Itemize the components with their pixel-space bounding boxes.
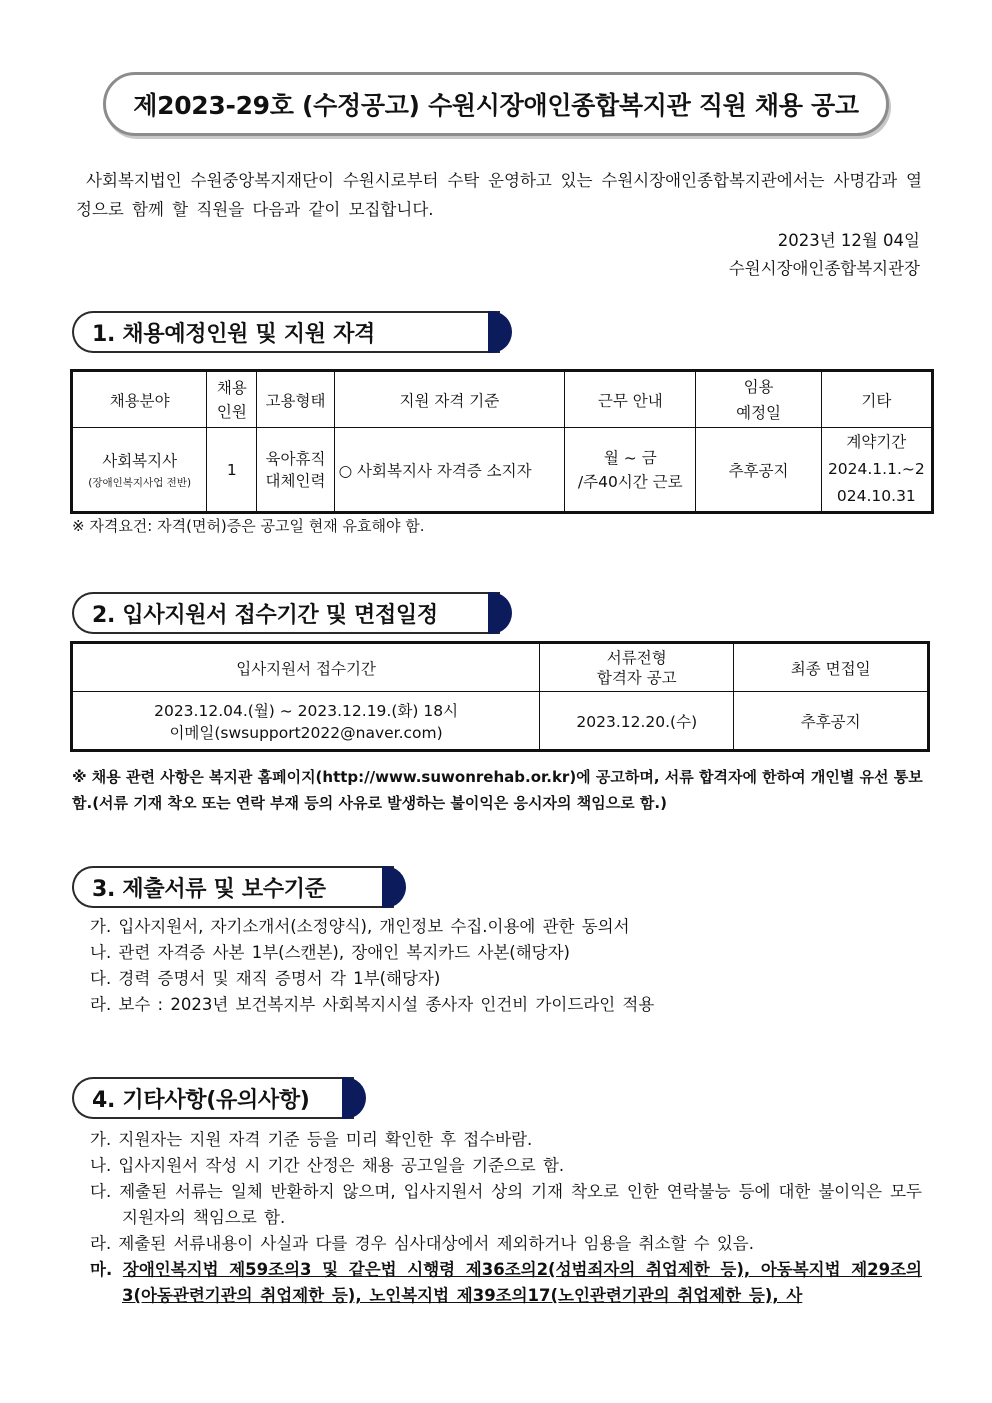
header-qualification: 지원 자격 기준 (334, 372, 565, 428)
header-announce: 서류전형 합격자 공고 (540, 644, 734, 692)
header-interview: 최종 면접일 (734, 644, 928, 692)
cell-start: 추후공지 (696, 428, 821, 512)
cell-field-sub: (장애인복지사업 전반) (88, 477, 192, 489)
section1-note: ※ 자격요건: 자격(면허)증은 공고일 현재 유효해야 함. (72, 517, 425, 535)
list-item-restriction: 마. 장애인복지법 제59조의3 및 같은법 시행령 제36조의2(성범죄자의 취업제한 등), 아동복지법 제29조의3(아동관련기관의 취업제한 등), 노인복지법 제39조의17(노인관련기관의 취업제한 등), 사 (90, 1260, 922, 1305)
recruitment-table (72, 371, 932, 512)
cell-announce: 2023.12.20.(수) (540, 692, 734, 750)
cell-period: 2023.12.04.(월) ~ 2023.12.19.(화) 18시 이메일(swsupport2022@naver.com) (73, 692, 540, 750)
table-row (73, 428, 932, 512)
section4-list (90, 1127, 922, 1309)
header-work: 근무 안내 (565, 372, 696, 428)
cell-type: 육아휴직 대체인력 (257, 428, 334, 512)
intro-paragraph: 사회복지법인 수원중앙복지재단이 수원시로부터 수탁 운영하고 있는 수원시장애인종합복지관에서는 사명감과 열정으로 함께 할 직원을 다음과 같이 모집합니다. (76, 171, 922, 219)
section3-heading: 3. 제출서류 및 보수기준 (72, 866, 394, 908)
cell-count: 1 (207, 428, 257, 512)
list-item: 라. 보수 : 2023년 보건복지부 사회복지시설 종사자 인건비 가이드라인 적용 (90, 995, 655, 1014)
cell-qualification: ○ 사회복지사 자격증 소지자 (334, 428, 565, 512)
section3-list (90, 914, 922, 1018)
cell-field: 사회복지사 (장애인복지사업 전반) (73, 428, 207, 512)
list-item: 가. 입사지원서, 자기소개서(소정양식), 개인정보 수집.이용에 관한 동의서 (90, 917, 630, 936)
cell-etc: 계약기간 2024.1.1.~2 024.10.31 (821, 428, 931, 512)
section2-note: ※ 채용 관련 사항은 복지관 홈페이지(http://www.suwonrehab.or.kr)에 공고하며, 서류 합격자에 한하여 개인별 유선 통보함.(서류 기재 착오 또는 연락 부재 등의 사유로 발생하는 불이익은 응시자의 책임으로 함.) (72, 768, 923, 812)
title-box (103, 72, 889, 136)
section2-heading: 2. 입사지원서 접수기간 및 면접일정 (72, 592, 500, 634)
table-row (73, 692, 928, 750)
section1-heading: 1. 채용예정인원 및 지원 자격 (72, 311, 500, 353)
header-count: 채용 인원 (207, 372, 257, 428)
schedule-table (72, 643, 928, 750)
cell-interview: 추후공지 (734, 692, 928, 750)
list-item: 나. 입사지원서 작성 시 기간 산정은 채용 공고일을 기준으로 함. (90, 1156, 565, 1175)
list-item: 다. 경력 증명서 및 재직 증명서 각 1부(해당자) (90, 969, 441, 988)
header-type: 고용형태 (257, 372, 334, 428)
page-title: 제2023-29호 (수정공고) 수원시장애인종합복지관 직원 채용 공고 (133, 91, 859, 120)
list-item: 나. 관련 자격증 사본 1부(스캔본), 장애인 복지카드 사본(해당자) (90, 943, 570, 962)
cell-work: 월 ~ 금 /주40시간 근로 (565, 428, 696, 512)
section4-heading: 4. 기타사항(유의사항) (72, 1077, 354, 1119)
header-etc: 기타 (821, 372, 931, 428)
header-period: 입사지원서 접수기간 (73, 644, 540, 692)
list-item: 가. 지원자는 지원 자격 기준 등을 미리 확인한 후 접수바람. (90, 1130, 533, 1149)
restriction-text: 장애인복지법 제59조의3 및 같은법 시행령 제36조의2(성범죄자의 취업제한 등), 아동복지법 제29조의3(아동관련기관의 취업제한 등), 노인복지법 제39조의17(노인관련기관의 취업제한 등), 사 (122, 1260, 922, 1305)
header-start: 임용 예정일 (696, 372, 821, 428)
signer: 수원시장애인종합복지관장 (728, 259, 920, 278)
list-item: 다. 제출된 서류는 일체 반환하지 않으며, 입사지원서 상의 기재 착오로 인한 연락불능 등에 대한 불이익은 모두 지원자의 책임으로 함. (90, 1182, 922, 1227)
header-field: 채용분야 (73, 372, 207, 428)
announcement-date: 2023년 12월 04일 (777, 231, 920, 250)
list-item: 라. 제출된 서류내용이 사실과 다를 경우 심사대상에서 제외하거나 임용을 취소할 수 있음. (90, 1234, 754, 1253)
cell-email: 이메일(swsupport2022@naver.com) (169, 723, 443, 742)
